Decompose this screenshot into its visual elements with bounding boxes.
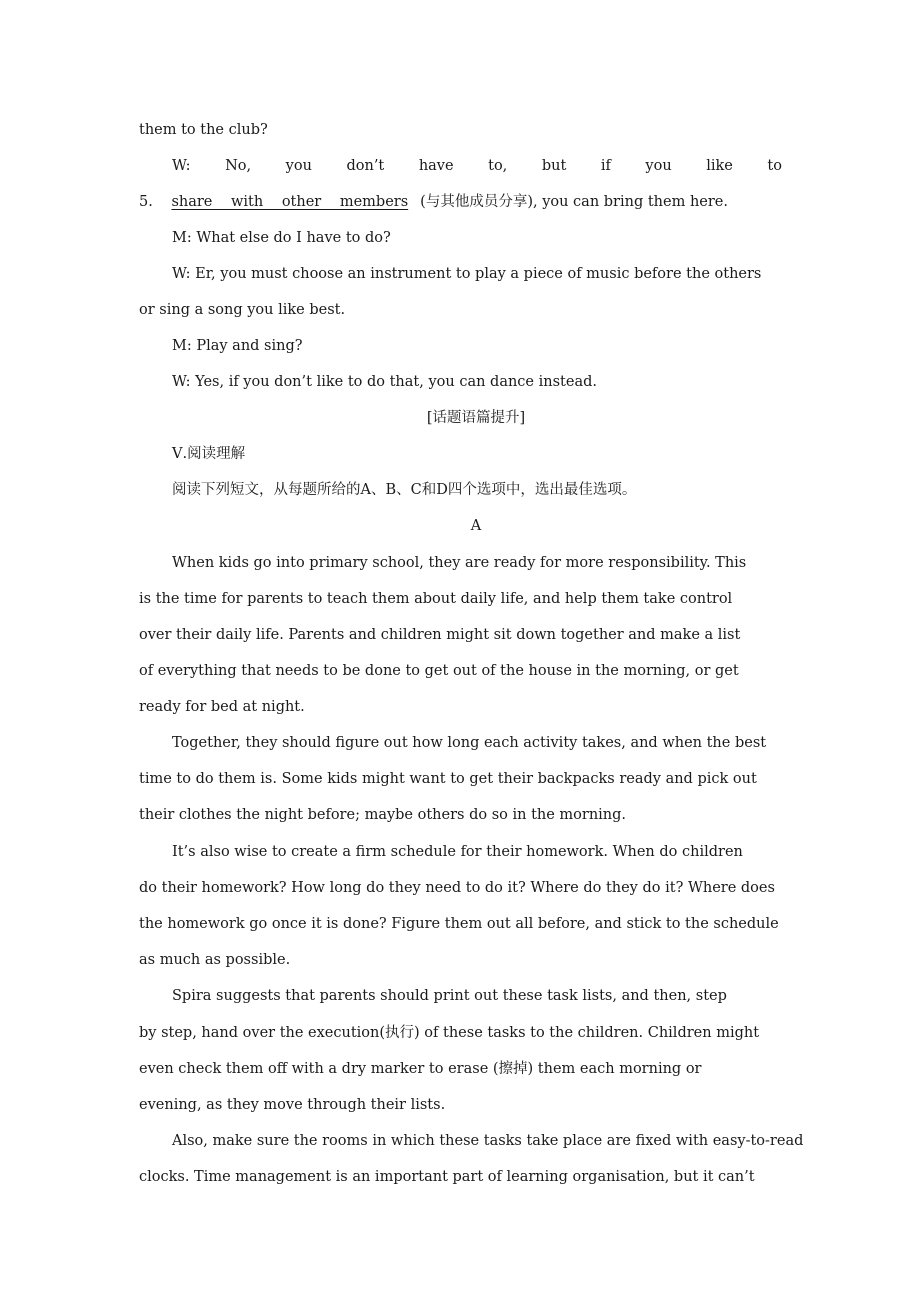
passage-line: Together, they should figure out how long each activity takes, and when the best bbox=[172, 735, 767, 751]
passage-line: the homework go once it is done? Figure them out all before, and stick to the schedule bbox=[139, 916, 779, 932]
dialogue-line-8: W: Yes, if you don’t like to do that, you can dance instead. bbox=[172, 374, 597, 390]
section-heading: [话题语篇提升] bbox=[426, 410, 526, 426]
word: you bbox=[645, 158, 672, 174]
passage-label: A bbox=[470, 518, 482, 534]
passage-line: When kids go into primary school, they are ready for more responsibility. This bbox=[172, 555, 747, 571]
passage-line: even check them off with a dry marker to erase (擦掉) them each morning or bbox=[139, 1061, 702, 1077]
passage-line: by step, hand over the execution(执行) of these tasks to the children. Children might bbox=[139, 1025, 760, 1041]
dialogue-line-1: them to the club? bbox=[139, 122, 268, 138]
dialogue-line-4: M: What else do I have to do? bbox=[172, 230, 391, 246]
dialogue-line-5: W: Er, you must choose an instrument to play a piece of music before the others bbox=[172, 266, 762, 282]
word: you bbox=[285, 158, 312, 174]
passage-line: is the time for parents to teach them about daily life, and help them take control bbox=[139, 591, 733, 607]
word: No, bbox=[225, 158, 252, 174]
line-rest: (与其他成员分享), you can bring them here. bbox=[420, 194, 728, 210]
question-number: 5. bbox=[139, 194, 158, 210]
word: to, bbox=[488, 158, 508, 174]
passage-line: Also, make sure the rooms in which these tasks take place are fixed with easy-to-read bbox=[172, 1133, 804, 1149]
word: if bbox=[600, 158, 611, 174]
passage-line: of everything that needs to be done to get out of the house in the morning, or get bbox=[139, 663, 739, 679]
dialogue-line-3 bbox=[139, 192, 728, 212]
passage-line: do their homework? How long do they need to do it? Where do they do it? Where does bbox=[139, 880, 775, 896]
part-title: Ⅴ.阅读理解 bbox=[172, 446, 246, 462]
passage-line: time to do them is. Some kids might want to get their backpacks ready and pick out bbox=[139, 771, 757, 787]
dialogue-line-6: or sing a song you like best. bbox=[139, 302, 346, 318]
answer-blank: share with other members bbox=[171, 194, 409, 210]
word: but bbox=[541, 158, 567, 174]
passage-line: their clothes the night before; maybe others do so in the morning. bbox=[139, 807, 627, 823]
instruction-text: 阅读下列短文，从每题所给的A、B、C和D四个选项中，选出最佳选项。 bbox=[172, 482, 637, 498]
passage-line: It’s also wise to create a firm schedule for their homework. When do children bbox=[172, 844, 743, 860]
passage-line: as much as possible. bbox=[139, 952, 291, 968]
word: like bbox=[706, 158, 733, 174]
word: don’t bbox=[346, 158, 385, 174]
passage-line: over their daily life. Parents and children might sit down together and make a list bbox=[139, 627, 741, 643]
dialogue-line-2 bbox=[172, 156, 782, 176]
passage-line: Spira suggests that parents should print out these task lists, and then, step bbox=[172, 988, 727, 1004]
passage-line: ready for bed at night. bbox=[139, 699, 305, 715]
word: to bbox=[767, 158, 782, 174]
dialogue-line-7: M: Play and sing? bbox=[172, 338, 303, 354]
passage-line: evening, as they move through their lists. bbox=[139, 1097, 446, 1113]
passage-line: clocks. Time management is an important part of learning organisation, but it can’t bbox=[139, 1169, 755, 1185]
word: have bbox=[418, 158, 454, 174]
word: W: bbox=[172, 158, 191, 174]
